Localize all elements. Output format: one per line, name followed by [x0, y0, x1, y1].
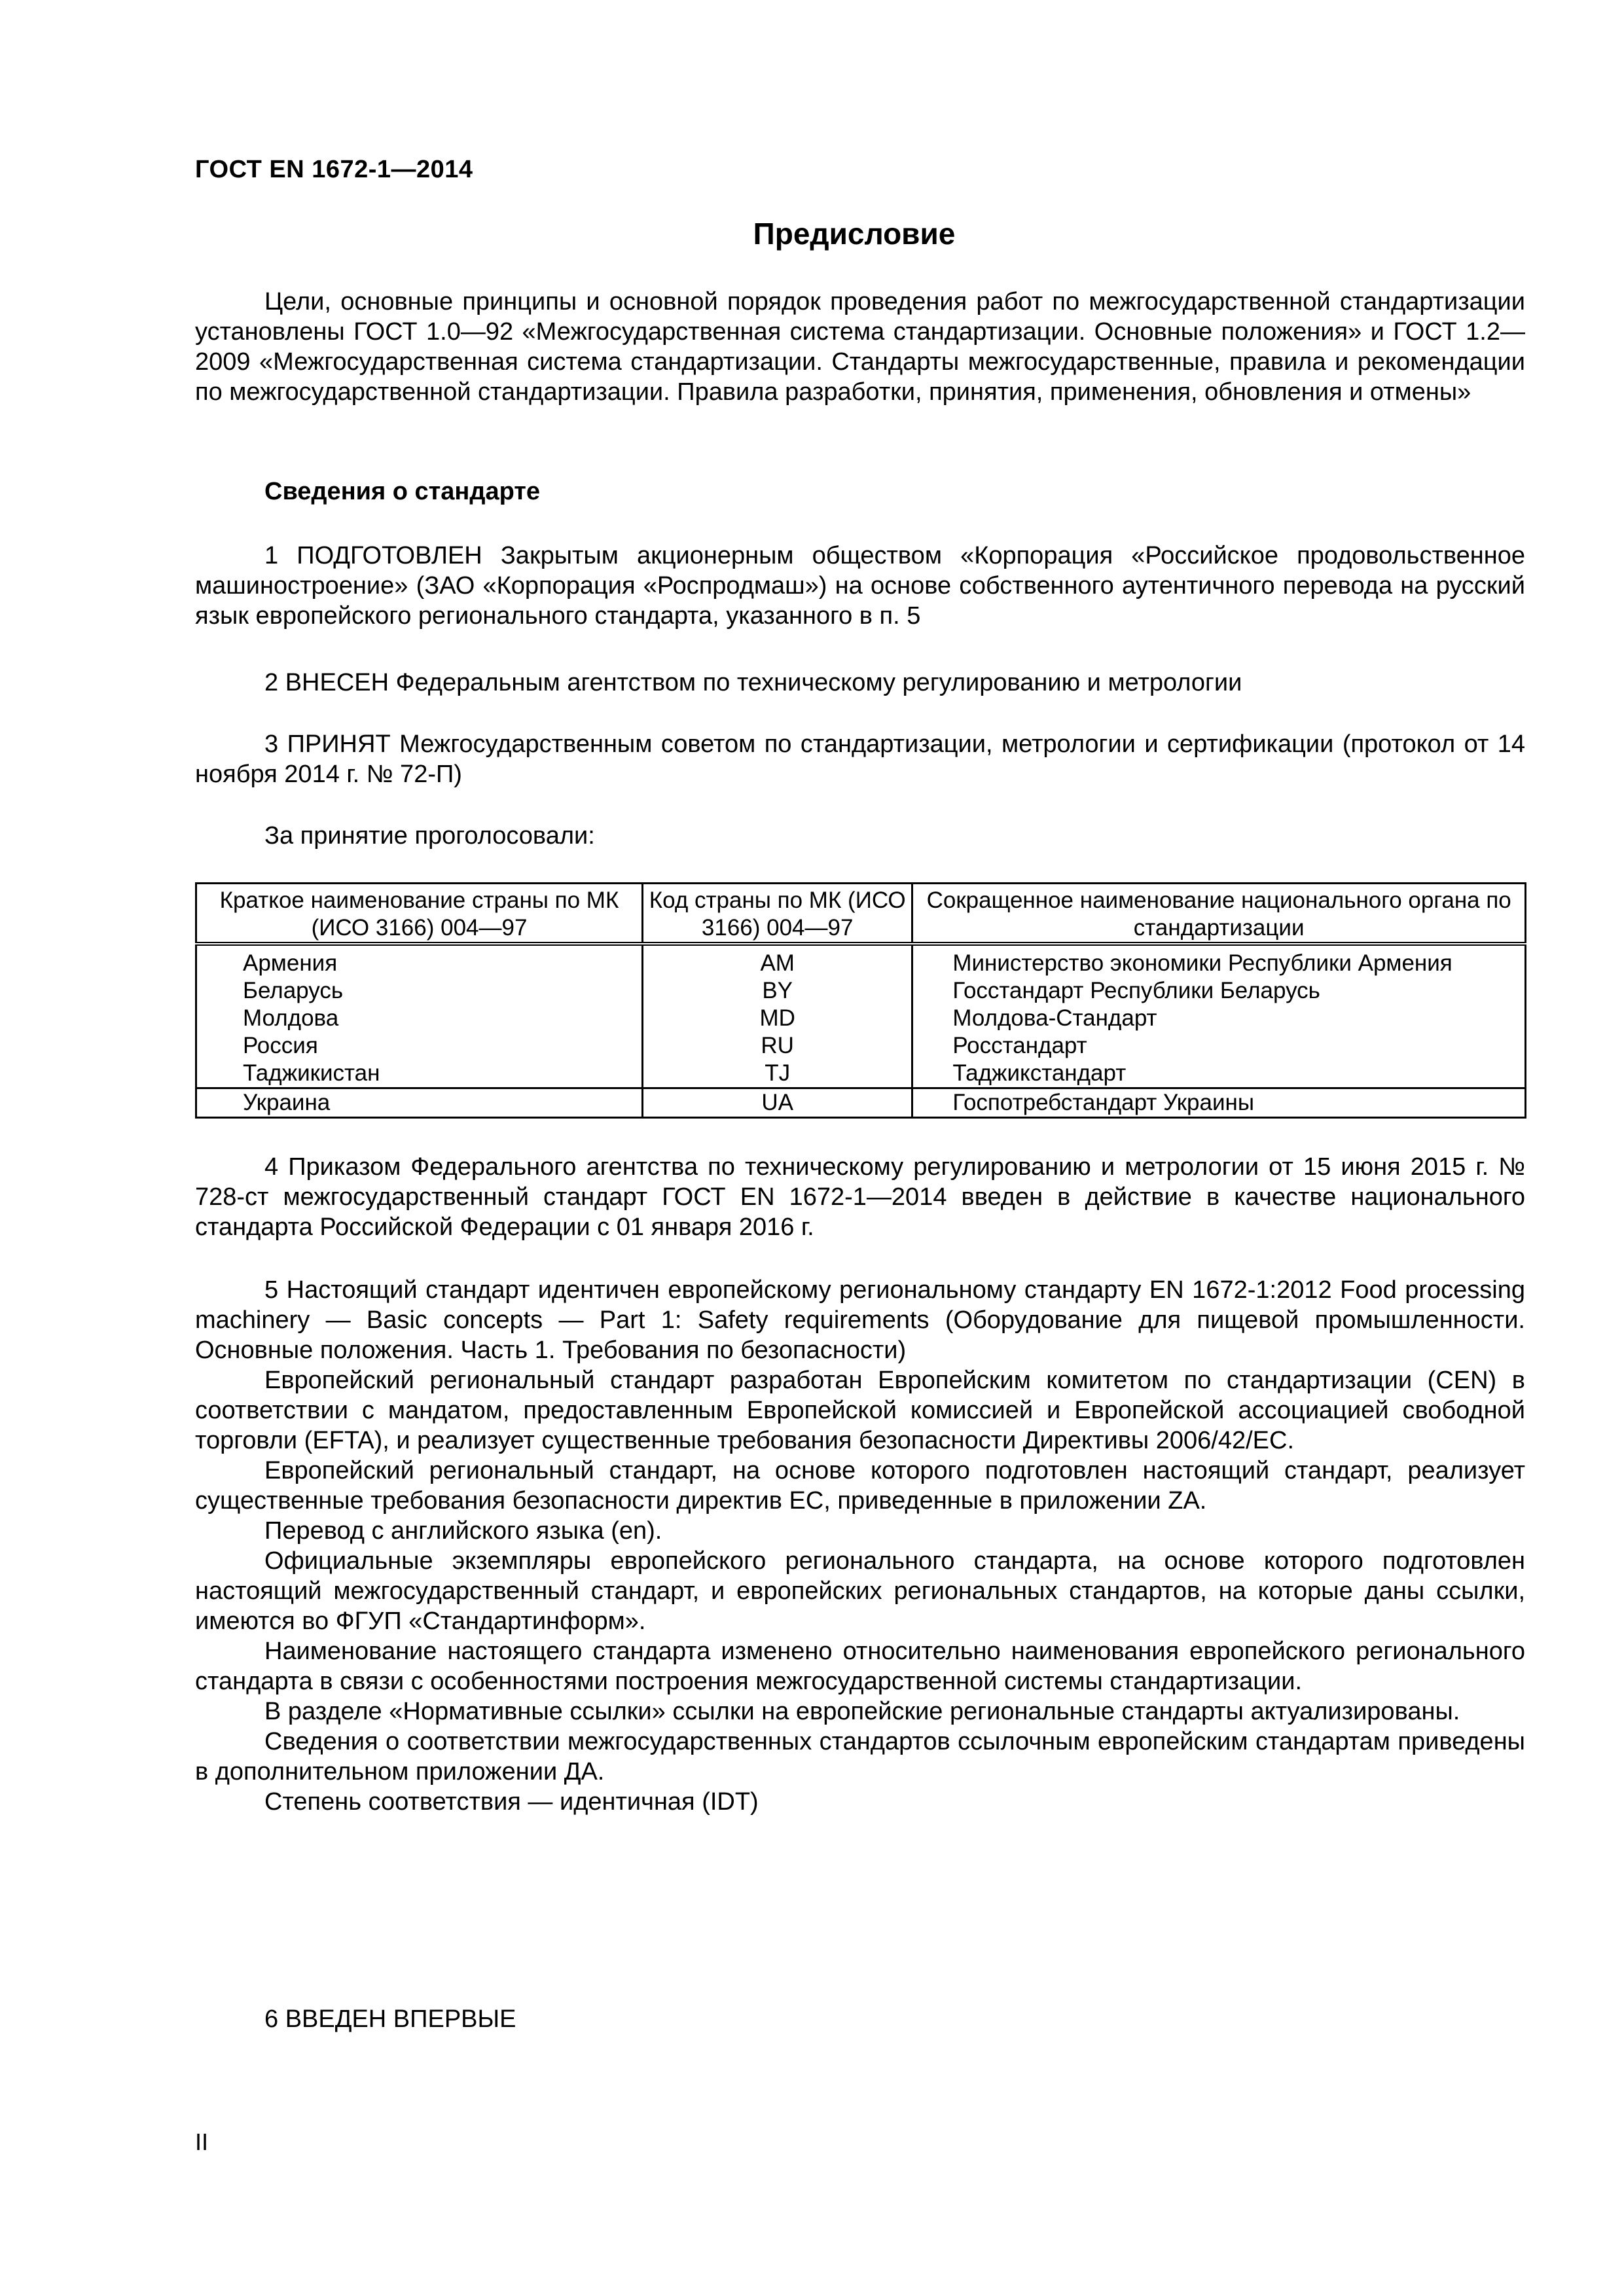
- item-2: [195, 668, 1525, 698]
- page-number: II: [195, 2128, 209, 2155]
- item-6-text: 6 ВВЕДЕН ВПЕРВЫЕ: [264, 2005, 516, 2033]
- voting-countries-table: [195, 882, 1526, 1119]
- country-code: BY: [643, 977, 912, 1005]
- table-row: [196, 1032, 1526, 1060]
- item-2-text: 2 ВНЕСЕН Федеральным агентством по техническому регулированию и метрологии: [264, 669, 1242, 696]
- table-header-row: [196, 884, 1526, 944]
- table-header-country: Краткое наименование страны по МК (ИСО 3166) 004—97: [196, 884, 643, 944]
- page-title: Предисловие: [753, 217, 956, 251]
- standards-body: Министерство экономики Республики Армения: [912, 944, 1526, 977]
- country-code: UA: [643, 1088, 912, 1118]
- table-row: [196, 1005, 1526, 1032]
- item-4-text: 4 Приказом Федерального агентства по техническому регулированию и метрологии от 15 июня 2015 г. № 728-ст межгосударственный стандарт ГОСТ EN 1672-1—2014 введен в действие в качестве национального стандарта Российской Федерации с 01 января 2016 г.: [195, 1153, 1525, 1241]
- intro-text: Цели, основные принципы и основной порядок проведения работ по межгосударственной стандартизации установлены ГОСТ 1.0—92 «Межгосударственная система стандартизации. Основные положения» и ГОСТ 1.2—2009 «Межгосударственная система стандартизации. Стандарты межгосударственные, правила и рекомендации по межгосударственной стандартизации. Правила разработки, принятия, применения, обновления и отмены»: [195, 288, 1525, 406]
- item-5-para: Степень соответствия — идентичная (IDT): [264, 1788, 759, 1816]
- item-5-para: Европейский региональный стандарт, на основе которого подготовлен настоящий стандарт, реализует существенные требования безопасности директив ЕС, приведенные в приложении ZA.: [195, 1457, 1525, 1515]
- item-5-para: Наименование настоящего стандарта изменено относительно наименования европейского регионального стандарта в связи с особенностями построения межгосударственной системы стандартизации.: [195, 1638, 1525, 1695]
- standards-body: Росстандарт: [912, 1032, 1526, 1060]
- country-name: Беларусь: [196, 977, 643, 1005]
- country-name: Молдова: [196, 1005, 643, 1032]
- country-name: Армения: [196, 944, 643, 977]
- voted-label-text: За принятие проголосовали:: [264, 822, 595, 850]
- country-code: AM: [643, 944, 912, 977]
- country-name: Таджикистан: [196, 1060, 643, 1088]
- standards-body: Госстандарт Республики Беларусь: [912, 977, 1526, 1005]
- item-3: [195, 729, 1525, 789]
- item-4: [195, 1152, 1525, 1242]
- country-name: Россия: [196, 1032, 643, 1060]
- table-row: [196, 977, 1526, 1005]
- item-1: [195, 541, 1525, 631]
- intro-paragraph: [195, 287, 1525, 407]
- country-code: TJ: [643, 1060, 912, 1088]
- standards-body: Госпотребстандарт Украины: [912, 1088, 1526, 1118]
- item-5-para: Перевод с английского языка (en).: [264, 1517, 662, 1545]
- item-5: [195, 1275, 1525, 1817]
- table-header-body: Сокращенное наименование национального органа по стандартизации: [912, 884, 1526, 944]
- item-5-para: Сведения о соответствии межгосударственных стандартов ссылочным европейским стандартам приведены в дополнительном приложении ДА.: [195, 1728, 1525, 1785]
- item-5-para: Европейский региональный стандарт разработан Европейским комитетом по стандартизации (CEN) в соответствии с мандатом, предоставленным Европейской комиссией и Европейской ассоциацией свободной торговли (EFTA), и реализует существенные требования безопасности Директивы 2006/42/ЕС.: [195, 1367, 1525, 1454]
- item-5-para: 5 Настоящий стандарт идентичен европейскому региональному стандарту EN 1672-1:2012 Food processing machinery — Basic concepts — Part 1: Safety requirements (Оборудование для пищевой промышленности. Основные положения. Часть 1. Требования по безопасности): [195, 1276, 1525, 1364]
- item-1-text: 1 ПОДГОТОВЛЕН Закрытым акционерным обществом «Корпорация «Российское продовольственное машиностроение» (ЗАО «Корпорация «Роспродмаш») на основе собственного аутентичного перевода на русский язык европейского регионального стандарта, указанного в п. 5: [195, 542, 1525, 630]
- standard-code-header: ГОСТ EN 1672-1—2014: [195, 156, 473, 183]
- section-subheading: Сведения о стандарте: [264, 478, 541, 505]
- table-row: [196, 944, 1526, 977]
- country-name: Украина: [196, 1088, 643, 1118]
- table-header-code: Код страны по МК (ИСО 3166) 004—97: [643, 884, 912, 944]
- item-5-para: Официальные экземпляры европейского регионального стандарта, на основе которого подготовлен настоящий межгосударственный стандарт, и европейских региональных стандартов, на которые даны ссылки, имеются во ФГУП «Стандартинформ».: [195, 1547, 1525, 1635]
- table-row: [196, 1088, 1526, 1118]
- voted-label: [195, 821, 1525, 851]
- standards-body: Молдова-Стандарт: [912, 1005, 1526, 1032]
- table-row: [196, 1060, 1526, 1088]
- country-code: RU: [643, 1032, 912, 1060]
- item-6: [195, 2004, 1525, 2034]
- country-code: MD: [643, 1005, 912, 1032]
- standards-body: Таджикстандарт: [912, 1060, 1526, 1088]
- item-3-text: 3 ПРИНЯТ Межгосударственным советом по стандартизации, метрологии и сертификации (протокол от 14 ноября 2014 г. № 72-П): [195, 730, 1525, 788]
- item-5-para: В разделе «Нормативные ссылки» ссылки на европейские региональные стандарты актуализированы.: [264, 1698, 1460, 1725]
